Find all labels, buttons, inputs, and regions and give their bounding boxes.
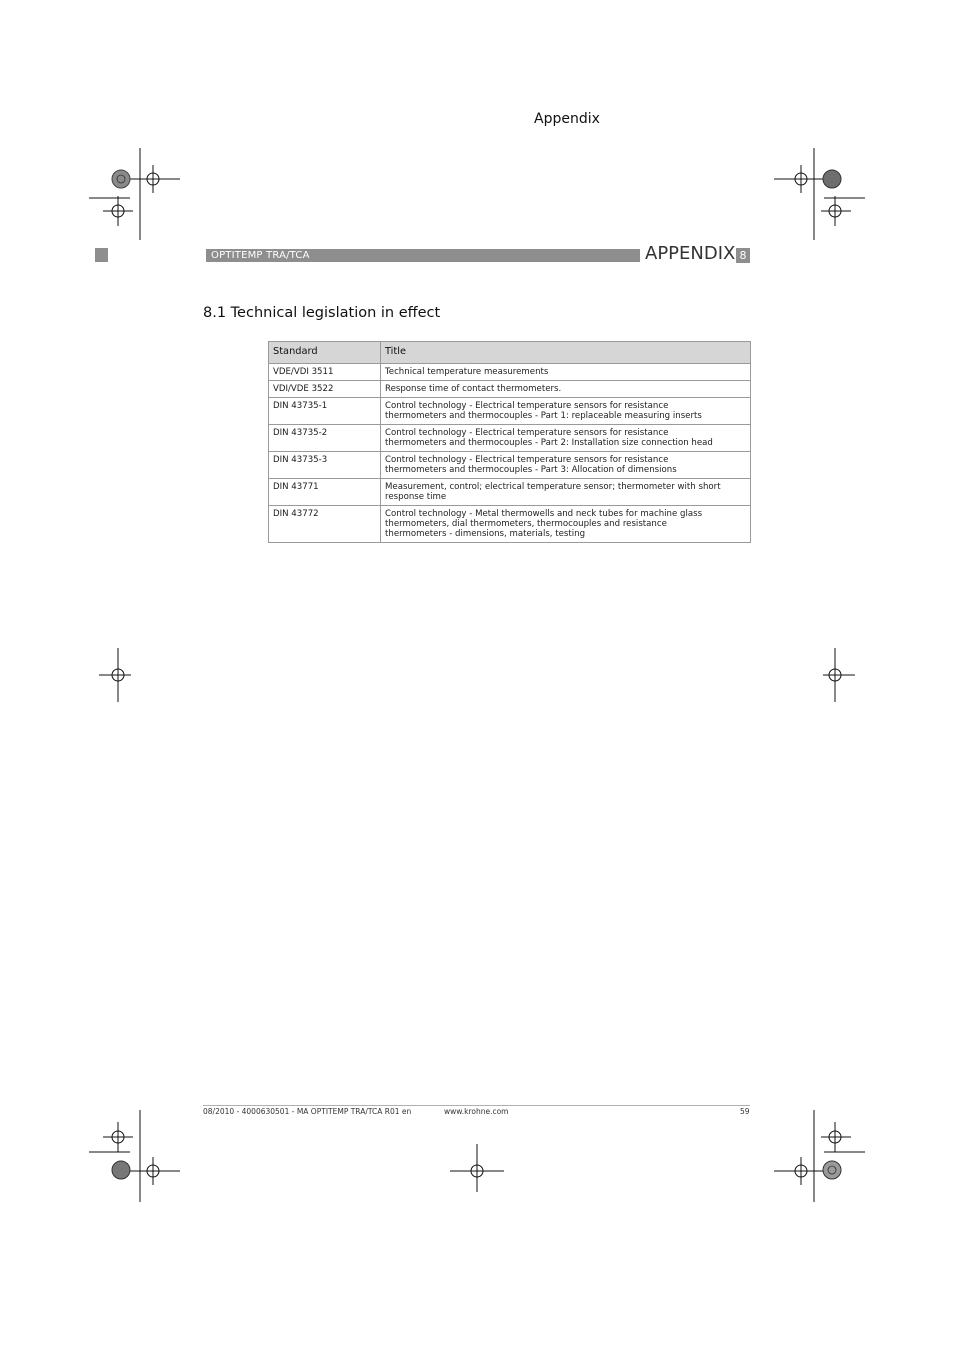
standard-cell: DIN 43735-1 [269, 398, 381, 425]
standard-cell: DIN 43771 [269, 479, 381, 506]
title-line: Control technology - Electrical temperature sensors for resistance [385, 401, 669, 411]
column-header-title: Title [381, 342, 751, 364]
column-header-standard: Standard [269, 342, 381, 364]
running-title: Appendix [534, 111, 600, 127]
title-line: Control technology - Electrical temperature sensors for resistance [385, 428, 669, 438]
standard-cell: VDI/VDE 3522 [269, 381, 381, 398]
header-chapter-title: APPENDIX [645, 243, 736, 264]
title-cell: Response time of contact thermometers. [381, 381, 751, 398]
title-line: thermometers and thermocouples - Part 1: replaceable measuring inserts [385, 411, 702, 421]
title-line: Control technology - Metal thermowells and neck tubes for machine glass [385, 509, 703, 519]
footer-website: www.krohne.com [444, 1107, 509, 1116]
standard-cell: DIN 43735-2 [269, 425, 381, 452]
title-line: Measurement, control; electrical temperature sensor; thermometer with short [385, 482, 721, 492]
standard-cell: DIN 43772 [269, 506, 381, 543]
header-product-name: OPTITEMP TRA/TCA [211, 250, 310, 261]
footer-document-reference: 08/2010 - 4000630501 - MA OPTITEMP TRA/TCA R01 en [203, 1107, 412, 1116]
title-line: thermometers - dimensions, materials, testing [385, 529, 586, 539]
standard-cell: VDE/VDI 3511 [269, 364, 381, 381]
section-heading: 8.1 Technical legislation in effect [203, 305, 441, 321]
title-line: thermometers and thermocouples - Part 2: Installation size connection head [385, 438, 713, 448]
title-line: thermometers, dial thermometers, thermocouples and resistance [385, 519, 667, 529]
title-line: Control technology - Electrical temperature sensors for resistance [385, 455, 669, 465]
footer-page-number: 59 [740, 1107, 750, 1116]
title-line: thermometers and thermocouples - Part 3: Allocation of dimensions [385, 465, 677, 475]
chapter-number-badge: 8 [736, 248, 750, 263]
title-cell: Technical temperature measurements [381, 364, 751, 381]
title-line: response time [385, 492, 447, 502]
standard-cell: DIN 43735-3 [269, 452, 381, 479]
